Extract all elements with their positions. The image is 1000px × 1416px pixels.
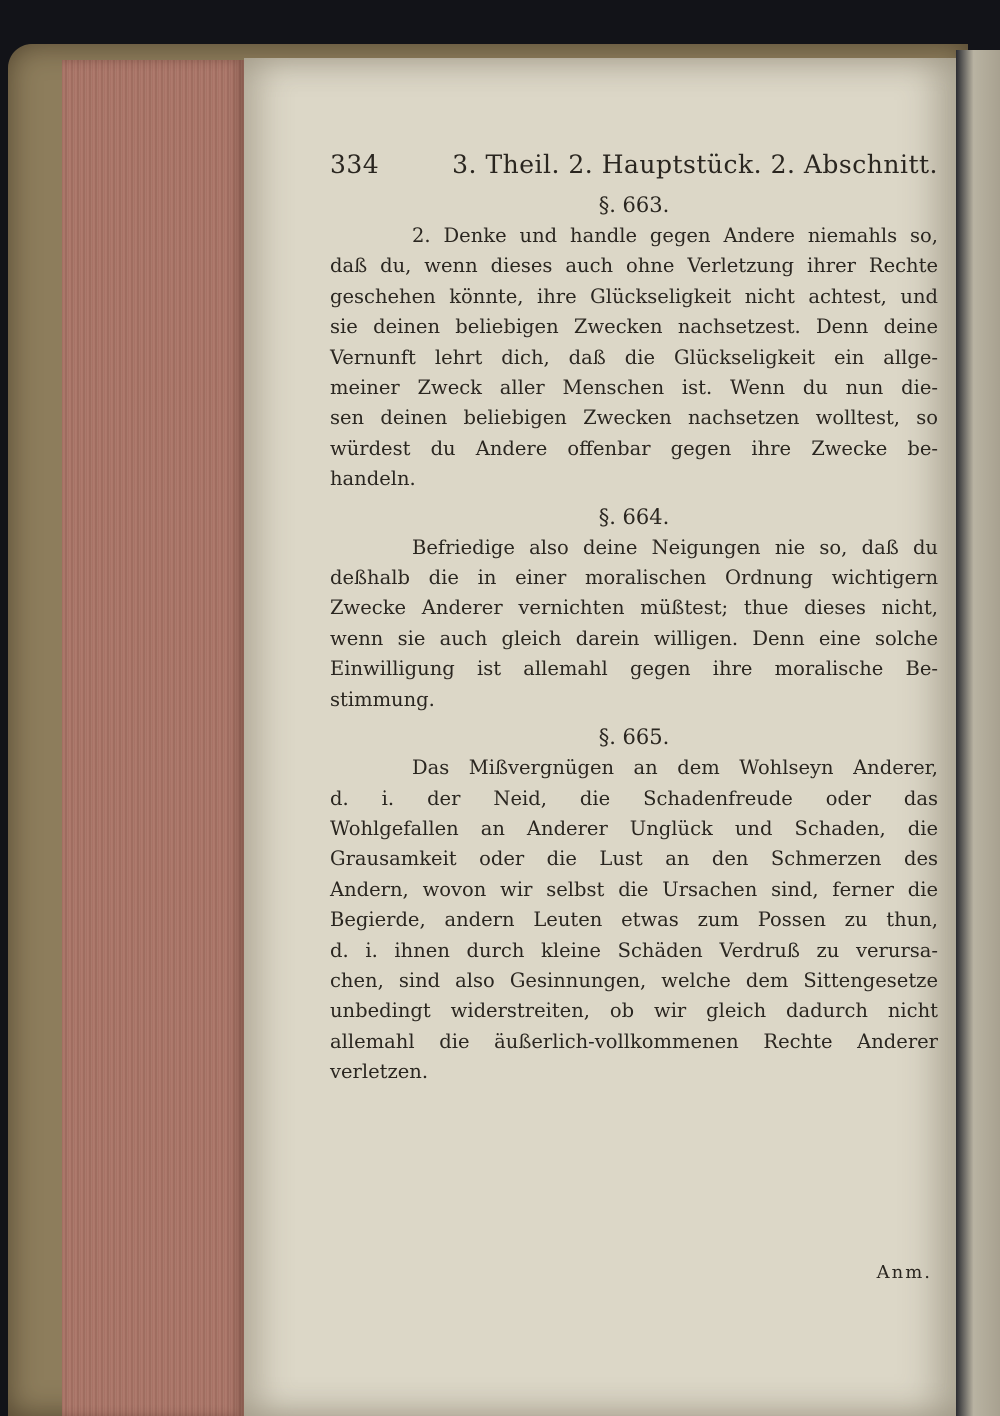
section-663: [330, 193, 938, 495]
section-paragraph: [330, 533, 938, 715]
page-header: [330, 150, 938, 179]
section-number: §. 665.: [598, 725, 670, 750]
text-line: Einwilligung ist allemahl gegen ihre moralische Be-: [330, 657, 938, 681]
text-line: sen deinen beliebigen Zwecken nachsetzen wolltest, so: [330, 406, 938, 430]
text-line: sie deinen beliebigen Zwecken nachsetzest. Denn deine: [330, 315, 938, 339]
section-paragraph: [330, 221, 938, 495]
section-number: §. 663.: [598, 193, 670, 217]
text-line: unbedingt widerstreiten, ob wir gleich dadurch nicht: [330, 999, 938, 1023]
text-line: Begierde, andern Leuten etwas zum Possen zu thun,: [330, 908, 938, 932]
running-title: 3. Theil. 2. Hauptstück. 2. Abschnitt.: [452, 150, 938, 179]
text-line: Das Mißvergnügen an dem Wohlseyn Anderer,: [412, 756, 938, 780]
text-line: chen, sind also Gesinnungen, welche dem Sittengesetze: [330, 968, 938, 992]
text-line: Zwecke Anderer vernichten müßtest; thue dieses nicht,: [330, 596, 938, 620]
text-line: geschehen könnte, ihre Glückseligkeit nicht achtest, und: [330, 284, 938, 308]
text-line: handeln.: [330, 467, 416, 491]
text-line: Vernunft lehrt dich, daß die Glückseligkeit ein allge-: [330, 345, 938, 369]
text-line: verletzen.: [330, 1060, 429, 1084]
text-line: 2. Denke und handle gegen Andere niemahls so,: [412, 224, 938, 247]
text-line: Grausamkeit oder die Lust an den Schmerzen des: [330, 847, 938, 871]
text-line: daß du, wenn dieses auch ohne Verletzung ihrer Rechte: [330, 254, 938, 278]
text-line: d. i. ihnen durch kleine Schäden Verdruß zu verursa-: [330, 938, 938, 962]
text-line: stimmung.: [330, 687, 435, 711]
section-665: [330, 725, 938, 1087]
catchword: Anm.: [876, 1262, 932, 1283]
page-edges: [62, 60, 244, 1416]
page-text: [330, 150, 938, 1088]
text-line: deßhalb die in einer moralischen Ordnung wichtigern: [330, 566, 938, 590]
text-line: Befriedige also deine Neigungen nie so, daß du: [412, 535, 938, 559]
section-664: [330, 505, 938, 715]
section-number: §. 664.: [598, 504, 670, 529]
text-line: Andern, wovon wir selbst die Ursachen sind, ferner die: [330, 877, 938, 901]
page-number: 334: [330, 150, 380, 179]
text-line: allemahl die äußerlich-vollkommenen Rechte Anderer: [330, 1029, 938, 1053]
text-line: Wohlgefallen an Anderer Unglück und Schaden, die: [330, 816, 938, 840]
section-paragraph: [330, 753, 938, 1087]
facing-page-edge: [956, 50, 1000, 1416]
text-line: meiner Zweck aller Menschen ist. Wenn du nun die-: [330, 376, 938, 400]
text-line: wenn sie auch gleich darein willigen. Denn eine solche: [330, 626, 938, 650]
text-line: d. i. der Neid, die Schadenfreude oder das: [330, 786, 938, 810]
text-line: würdest du Andere offenbar gegen ihre Zwecke be-: [330, 436, 938, 460]
